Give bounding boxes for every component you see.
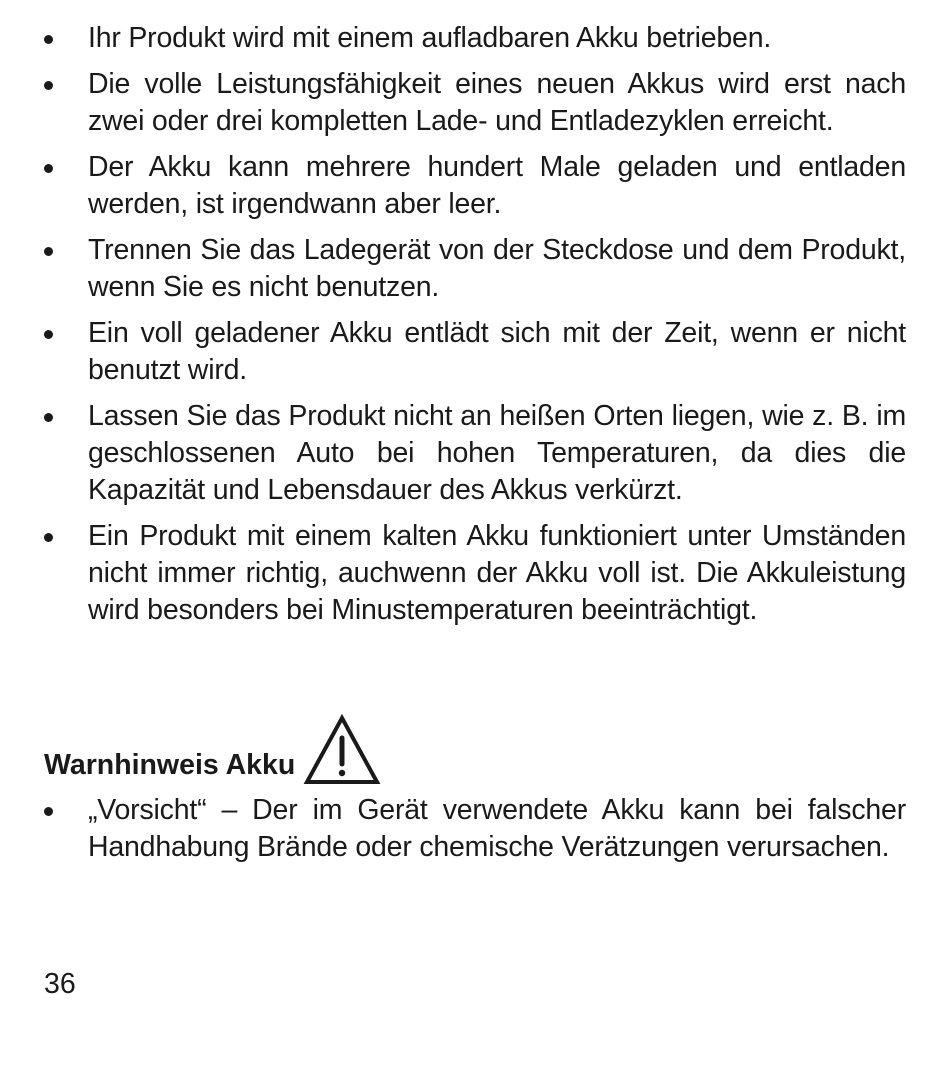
list-item [44, 315, 906, 389]
battery-warning-list [44, 792, 906, 875]
bullet-icon [44, 413, 53, 422]
list-item-text: „Vorsicht“ – Der im Gerät verwendete Akku kann bei falscher Handhabung Brände oder chemische Verätzungen verursachen. [88, 794, 906, 863]
warning-triangle-icon [303, 714, 381, 786]
list-item [44, 66, 906, 140]
bullet-icon [44, 330, 53, 339]
warning-title: Warnhinweis Akku [44, 749, 296, 781]
list-item [44, 792, 906, 866]
bullet-icon [44, 164, 53, 173]
list-item-text: Ihr Produkt wird mit einem aufladbaren Akku betrieben. [88, 22, 772, 54]
list-item-text: Ein Produkt mit einem kalten Akku funktioniert unter Umständen nicht immer richtig, auchwenn der Akku voll ist. Die Akkuleistung wird besonders bei Minustemperaturen beeinträchtigt. [88, 520, 906, 626]
list-item [44, 398, 906, 509]
list-item [44, 232, 906, 306]
list-item [44, 149, 906, 223]
list-item-text: Die volle Leistungsfähigkeit eines neuen Akkus wird erst nach zwei oder drei kompletten Lade- und Entladezyklen erreicht. [88, 68, 906, 137]
list-item [44, 518, 906, 629]
list-item [44, 20, 906, 57]
bullet-icon [44, 247, 53, 256]
battery-info-list [44, 20, 906, 638]
bullet-icon [44, 81, 53, 90]
warning-heading [44, 706, 381, 786]
bullet-icon [44, 533, 53, 542]
bullet-icon [44, 807, 53, 816]
list-item-text: Der Akku kann mehrere hundert Male geladen und entladen werden, ist irgendwann aber leer. [88, 151, 906, 220]
list-item-text: Lassen Sie das Produkt nicht an heißen Orten liegen, wie z. B. im geschlossenen Auto bei hohen Temperaturen, da dies die Kapazität und Lebensdauer des Akkus verkürzt. [88, 400, 906, 506]
bullet-icon [44, 35, 53, 44]
page-number: 36 [44, 968, 76, 1000]
list-item-text: Ein voll geladener Akku entlädt sich mit der Zeit, wenn er nicht benutzt wird. [88, 317, 906, 386]
list-item-text: Trennen Sie das Ladegerät von der Steckdose und dem Produkt, wenn Sie es nicht benutzen. [88, 234, 906, 303]
